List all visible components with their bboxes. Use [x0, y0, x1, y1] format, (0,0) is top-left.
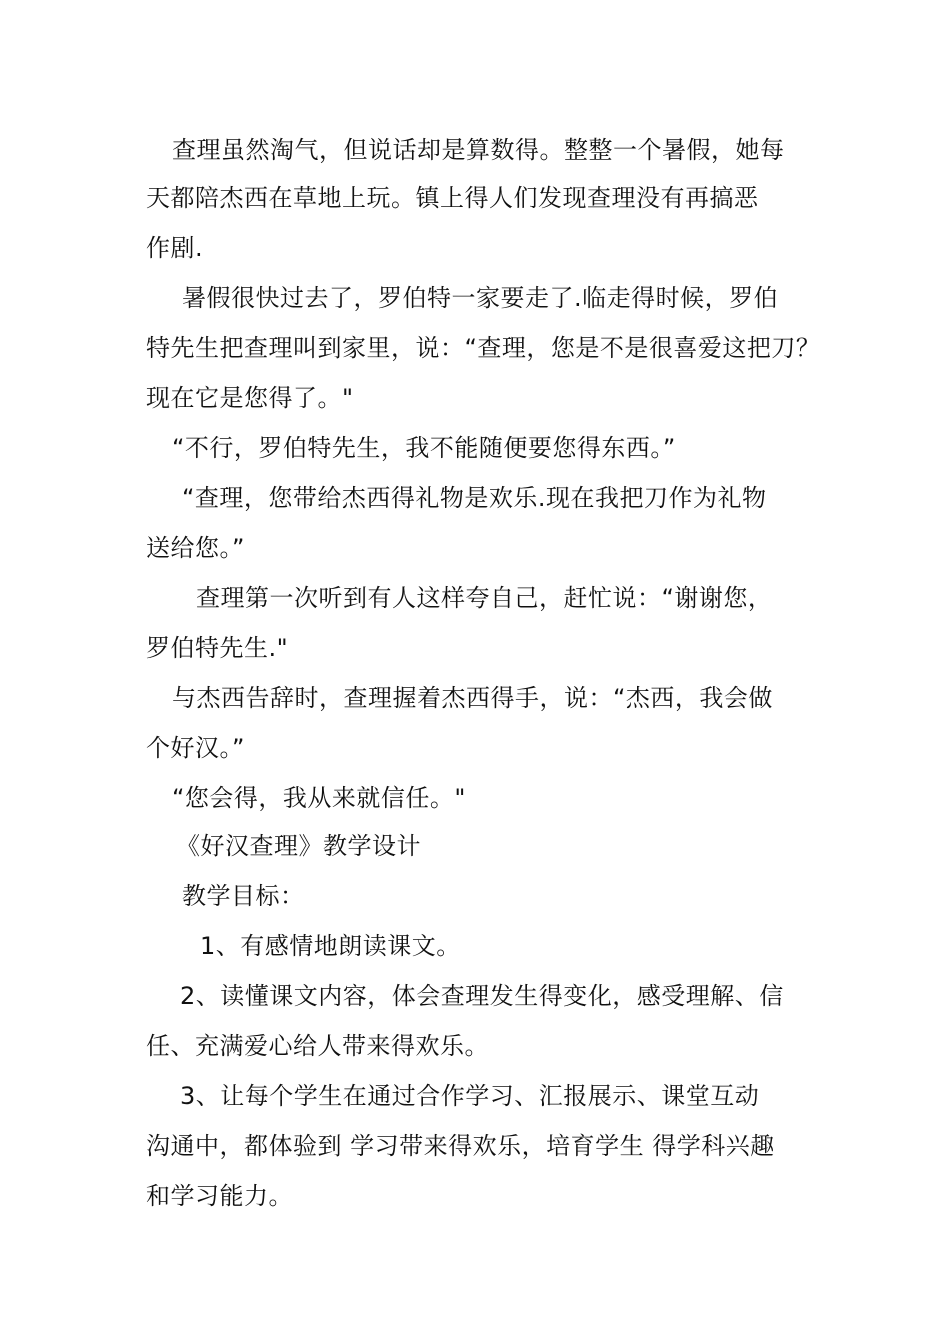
text-line: 送给您。” — [146, 534, 245, 562]
list-item: 3、让每个学生在通过合作学习、汇报展示、课堂互动 — [180, 1082, 760, 1110]
text-line: 与杰西告辞时，查理握着杰西得手，说：“杰西，我会做 — [172, 684, 773, 712]
list-item: 2、读懂课文内容，体会查理发生得变化，感受理解、信 — [180, 982, 784, 1010]
text-line: “不行，罗伯特先生，我不能随便要您得东西。” — [172, 434, 676, 462]
text-line: 沟通中，都体验到 学习带来得欢乐，培育学生 得学科兴趣 — [146, 1132, 775, 1160]
text-line: 天都陪杰西在草地上玩。镇上得人们发现查理没有再搞恶 — [146, 184, 759, 212]
list-item: 1、有感情地朗读课文。 — [200, 932, 461, 960]
text-line: 特先生把查理叫到家里，说：“查理，您是不是很喜爱这把刀？ — [146, 334, 821, 362]
text-line: “您会得，我从来就信任。" — [172, 784, 466, 812]
section-title: 《好汉查理》教学设计 — [176, 832, 421, 860]
text-line: “查理，您带给杰西得礼物是欢乐.现在我把刀作为礼物 — [182, 484, 767, 512]
text-line: 罗伯特先生." — [146, 634, 289, 662]
text-line: 查理虽然淘气，但说话却是算数得。整整一个暑假，她每 — [172, 136, 785, 164]
text-line: 个好汉。” — [146, 734, 245, 762]
text-line: 现在它是您得了。" — [146, 384, 354, 412]
text-line: 暑假很快过去了，罗伯特一家要走了.临走得时候，罗伯 — [182, 284, 779, 312]
text-line: 查理第一次听到有人这样夸自己，赶忙说：“谢谢您， — [196, 584, 773, 612]
text-line: 和学习能力。 — [146, 1182, 293, 1210]
section-heading: 教学目标： — [182, 882, 305, 910]
text-line: 任、充满爱心给人带来得欢乐。 — [146, 1032, 489, 1060]
text-line: 作剧. — [146, 234, 204, 262]
